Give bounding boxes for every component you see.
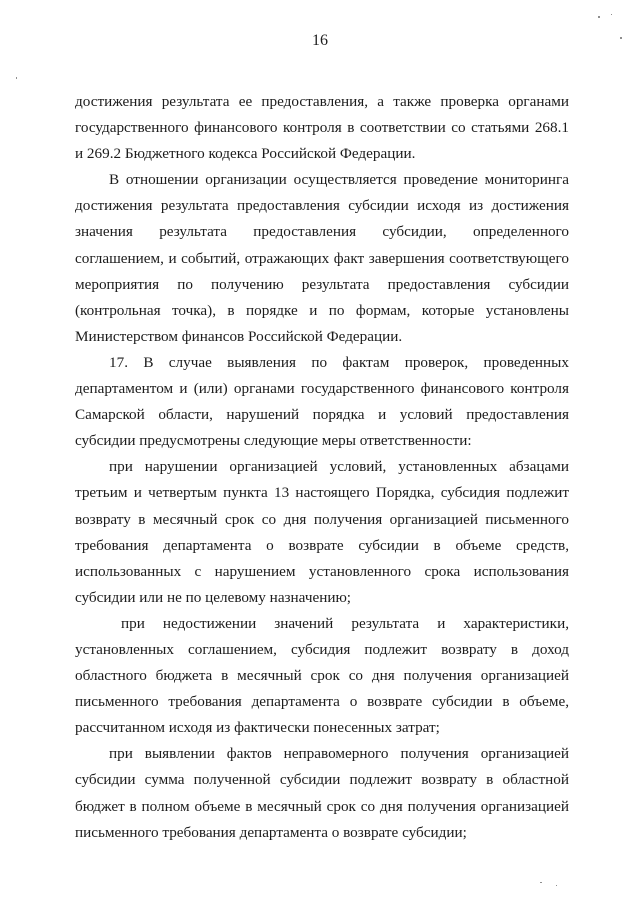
text-line: письменного требования департамента о возврате субсидии в объеме, bbox=[75, 693, 569, 711]
text-line: при нарушении организацией условий, установленных абзацами bbox=[109, 458, 569, 476]
text-line: соглашением, и событий, отражающих факт завершения соответствующего bbox=[75, 249, 569, 267]
text-line: достижения результата ее предоставления, а также проверка органами bbox=[75, 93, 569, 110]
text-line: В отношении организации осуществляется проведение мониторинга bbox=[109, 171, 569, 189]
text-line: государственного финансового контроля в соответствии со статьями 268.1 bbox=[75, 119, 569, 137]
scan-speck bbox=[620, 37, 622, 39]
text-line: использованных с нарушением установленного срока использования bbox=[75, 562, 569, 580]
text-line: установленных соглашением, субсидия подлежит возврату в доход bbox=[75, 640, 569, 658]
text-line: Министерством финансов Российской Федерации. bbox=[75, 327, 403, 345]
text-line: достижения результата предоставления субсидии исходя из достижения bbox=[75, 197, 569, 215]
text-line: третьим и четвертым пункта 13 настоящего Порядка, субсидия подлежит bbox=[75, 484, 569, 502]
text-line: субсидии сумма полученной субсидии подлежит возврату в областной bbox=[75, 771, 569, 789]
text-line: (контрольная точка), в порядке и по формам, которые установлены bbox=[75, 301, 569, 319]
text-line: мероприятия по получению результата предоставления субсидии bbox=[75, 275, 569, 293]
scan-speck bbox=[16, 77, 17, 79]
scan-speck bbox=[540, 882, 542, 883]
scan-speck bbox=[556, 885, 557, 886]
text-line: департаментом и (или) органами государственного финансового контроля bbox=[75, 380, 569, 398]
text-line: при недостижении значений результата и характеристики, bbox=[121, 614, 569, 632]
text-line: рассчитанном исходя из фактически понесенных затрат; bbox=[75, 719, 440, 737]
text-line: значения результата предоставления субсидии, определенного bbox=[75, 223, 569, 241]
scan-speck bbox=[598, 16, 600, 18]
text-line: и 269.2 Бюджетного кодекса Российской Федерации. bbox=[75, 145, 416, 163]
text-line: при выявлении фактов неправомерного получения организацией bbox=[109, 745, 569, 763]
text-line: субсидии или не по целевому назначению; bbox=[75, 588, 352, 606]
document-body bbox=[75, 89, 569, 846]
text-line: 17. В случае выявления по фактам проверок, проведенных bbox=[109, 353, 569, 371]
text-line: возврату в месячный срок со дня получения организацией письменного bbox=[75, 510, 569, 528]
text-line: Самарской области, нарушений порядка и условий предоставления bbox=[75, 406, 569, 424]
text-line: письменного требования департамента о возврате субсидии; bbox=[75, 823, 467, 841]
scan-speck bbox=[611, 14, 612, 15]
text-line: требования департамента о возврате субсидии в объеме средств, bbox=[75, 536, 569, 554]
text-line: бюджет в полном объеме в месячный срок со дня получения организацией bbox=[75, 797, 569, 815]
text-line: областного бюджета в месячный срок со дня получения организацией bbox=[75, 667, 569, 685]
text-line: субсидии предусмотрены следующие меры ответственности: bbox=[75, 432, 472, 450]
page-number: 16 bbox=[312, 32, 328, 49]
